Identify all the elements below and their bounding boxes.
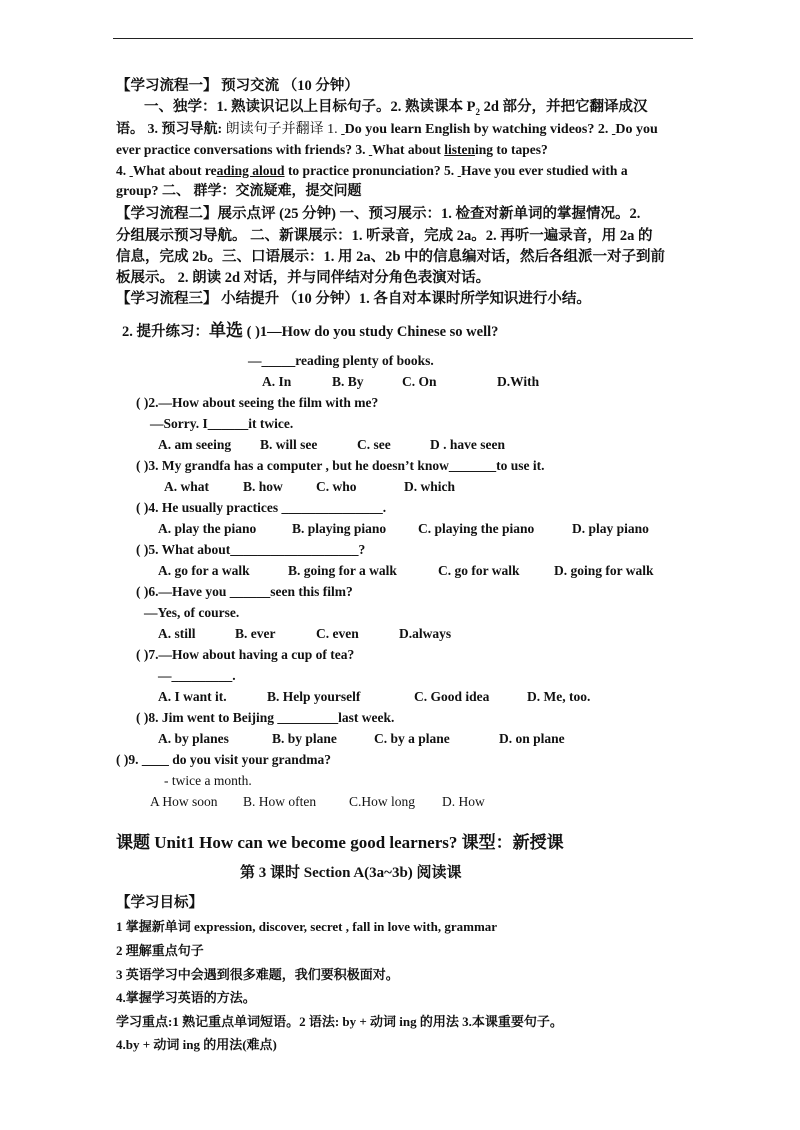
header-rule [113,38,693,39]
section3-line1: 【学习流程三】 小结提升 （10 分钟）1. 各自对本课时所学知识进行小结。 [116,291,591,307]
q3-question: ( )3. My grandfa has a computer , but he doesn’t know_______to use it. [136,458,545,473]
q6-answer-line: —Yes, of course. [144,605,240,620]
q9-answer-line: - twice a month. [164,773,252,788]
q6-options: A. still B. ever C. even D.always [158,626,452,641]
goal-1: 1 掌握新单词 expression, discover, secret , fall in love with, grammar [116,919,498,934]
key-points: 学习重点:1 熟记重点单词短语。2 语法: by + 动词 ing 的用法 3.本课重要句子。 [116,1014,563,1029]
q2-answer-line: —Sorry. I______it twice. [150,416,294,431]
goals-heading: 【学习目标】 [116,895,203,911]
difficult-point: 4.by + 动词 ing 的用法(难点) [116,1037,277,1052]
section1-line2: 一、独学：1. 熟读识记以上目标句子。2. 熟读课本 $P_2$ 2d 部分，并把它翻译成汉 [144,99,648,117]
section2-line4: 板展示。 2. 朗读 2d 对话，并与同伴结对分角色表演对话。 [116,270,491,286]
q9-options: A How soon B. How often C.How long D. How [150,794,485,809]
q1-answer-line: —_____reading plenty of books. [248,353,434,368]
lesson-title: 课题 Unit1 How can we become good learners? 课型：新授课 [116,833,564,852]
q9-question: ( )9. ____ do you visit your grandma? [116,752,332,767]
q2-question: ( )2.—How about seeing the film with me? [136,395,379,410]
section2-line1: 【学习流程二】展示点评 (25 分钟) 一、预习展示：1. 检查对新单词的掌握情况。2. [116,206,641,222]
q7-options: A. I want it. B. Help yourself C. Good idea D. Me, too. [158,689,591,704]
q6-question: ( )6.—Have you ______seen this film? [136,584,353,599]
section2-line2: 分组展示预习导航。 二、新课展示：1. 听录音，完成 2a。2. 再听一遍录音，用 2a 的 [116,228,653,244]
section1-line3: 语。 3. 预习导航: 朗读句子并翻译 1. Do you learn English by watching videos? 2. Do you [116,122,658,137]
goal-2: 2 理解重点句子 [116,943,204,958]
q5-options: A. go for a walk B. going for a walk C. go for walk D. going for walk [158,563,654,578]
goal-3: 3 英语学习中会遇到很多难题，我们要积极面对。 [116,967,399,982]
q8-options: A. by planes B. by plane C. by a plane D. on plane [158,731,565,746]
q5-question: ( )5. What about___________________? [136,542,366,557]
section1-title: 【学习流程一】 预习交流 （10 分钟） [116,78,359,94]
q1-options: A. In B. By C. On D.With [262,374,540,389]
q2-options: A. am seeing B. will see C. see D . have seen [158,437,505,452]
lesson-subtitle: 第 3 课时 Section A(3a~3b) 阅读课 [240,865,462,881]
goal-4: 4.掌握学习英语的方法。 [116,990,256,1005]
q4-options: A. play the piano B. playing piano C. playing the piano D. play piano [158,521,649,536]
section1-line6: group? 二、 群学：交流疑难，提交问题 [116,184,362,199]
q4-question: ( )4. He usually practices _______________. [136,500,387,515]
exercise-heading: 2. 提升练习：单选 ( )1—How do you study Chinese so well? [122,321,499,340]
section1-line4: ever practice conversations with friends? 3. What about listening to tapes? [116,142,548,157]
section1-line5: 4. What about reading aloud to practice pronunciation? 5. Have you ever studied with a [116,163,628,178]
q7-answer-line: —_________. [158,668,236,683]
q8-question: ( )8. Jim went to Beijing _________last week. [136,710,395,725]
q7-question: ( )7.—How about having a cup of tea? [136,647,355,662]
q3-options: A. what B. how C. who D. which [164,479,456,494]
section2-line3: 信息，完成 2b。三、口语展示：1. 用 2a、2b 中的信息编对话，然后各组派一对子到前 [116,249,666,265]
